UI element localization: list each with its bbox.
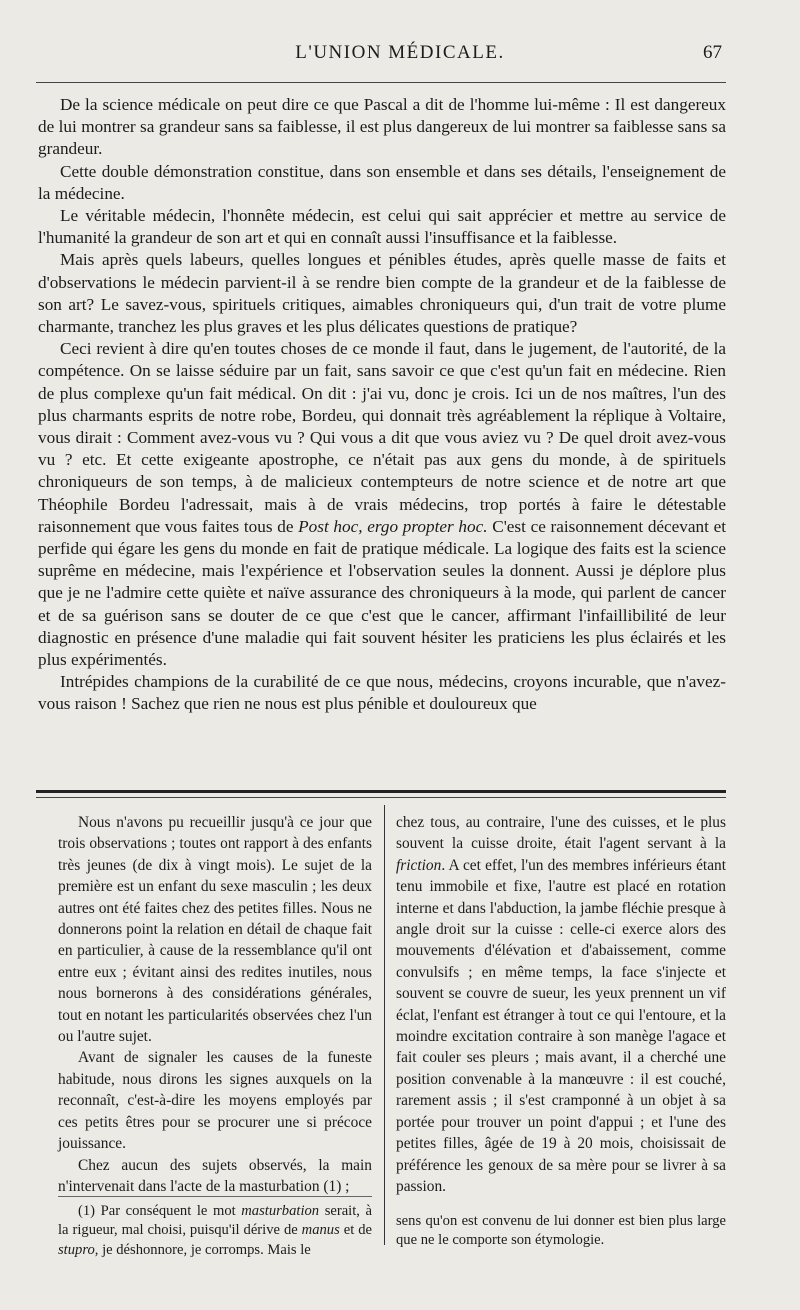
latin-phrase: Post hoc, ergo propter hoc. [298,516,488,536]
feuilleton-rule [36,790,726,793]
page-number: 67 [703,42,722,63]
italic-term: manus [301,1222,340,1239]
footnote-part: (1) Par conséquent le mot [78,1203,242,1219]
main-article-text [38,94,726,716]
left-column [58,812,372,1197]
footnote [58,1202,372,1260]
header-rule [36,82,726,83]
paragraph: Avant de signaler les causes de la funeste habitude, nous dirons les signes auxquels on la reconnaît, c'est-à-dire les moyens employés par ces petits êtres pour se procurer une si précoce jouissance. [58,1049,372,1153]
footnote-text [58,1202,372,1260]
paragraph: Chez aucun des sujets observés, la main n'intervenait dans l'acte de la masturbation (1) ; [58,1156,372,1195]
paragraph: Mais après quels labeurs, quelles longues et pénibles études, après quelle masse de faits et d'observations le médecin parvient-il à se rendre bien compte de la grandeur et de la faiblesse de son art? Le savez-vous, spirituels critiques, aimables chroniqueurs qui, d'un trait de votre plume charmante, tranchez les plus graves et les plus délicates questions de pratique? [38,250,726,337]
page-header [0,42,800,70]
column-divider [384,805,385,1245]
paragraph-text: . A cet effet, l'un des membres inférieurs étant tenu immobile et fixe, l'autre est placé en rotation interne et dans l'abduction, la jambe fléchie presque à angle droit sur la cuisse : celle-ci exerce alors des mouvements d'élévation et d'abaissement, comme convulsifs ; en même temps, la face s'injecte et souvent se couvre de sueur, les yeux prennent un vif éclat, l'enfant est étranger à tout ce qui l'entoure, et la moindre excitation contraire à son manège l'agace et fait couler ses pleurs ; mais avant, il a cherché une position convenable à la manœuvre : il est couché, rarement assis ; il s'est cramponné à un objet à sa portée pour trouver un point d'appui ; et l'une des petites filles, âgée de 19 à 20 mois, choisissait de préférence les genoux de sa mère pour se livrer à sa passion. [396,856,726,1195]
paragraph: De la science médicale on peut dire ce que Pascal a dit de l'homme lui-même : Il est dangereux de lui montrer sa grandeur sans sa faiblesse, il est plus dangereux de lui montrer sa faiblesse sans sa grandeur. [38,95,726,159]
paragraph-text: chez tous, au contraire, l'une des cuisses, et le plus souvent la cuisse droite, était l'agent servant à la [396,814,726,853]
paragraph-text: C'est ce raisonnement décevant et perfide qui égare les gens du monde en fait de pratique médicale. La logique des faits est la science suprême en médecine, mais l'expérience et l'observation seules la donnent. Aussi je déplore plus que je ne l'admire cette quiète et naïve assurance des chroniqueurs à la mode, qui parlent de cancer et de sa guérison sans se douter de ce que c'est que le cancer, affirmant l'infaillibilité de leur diagnostic en présence d'une maladie qui fait souvent hésiter les praticiens les plus éclairés et les plus expérimentés. [38,516,726,670]
footnote-part: et de [339,1222,372,1239]
paragraph: Le véritable médecin, l'honnête médecin, est celui qui sait apprécier et mettre au service de l'humanité la grandeur de son art et qui en connaît aussi l'insuffisance et la faiblesse. [38,206,726,248]
italic-term: friction [396,856,442,874]
footnote-text: sens qu'on est convenu de lui donner est bien plus large que ne le comporte son étymologie. [396,1213,726,1249]
right-column [396,812,726,1197]
italic-term: masturbation [241,1203,320,1219]
footnote-continuation [396,1212,726,1251]
paragraph-text: Ceci revient à dire qu'en toutes choses de ce monde il faut, dans le jugement, de l'autorité, de la compétence. On se laisse séduire par un fait, sans savoir ce que c'est qu'un fait en médecine. Rien de plus complexe qu'un fait médical. On dit : j'ai vu, donc je crois. Ici un de nos maîtres, l'un des plus charmants esprits de notre robe, Bordeu, qui donnait très agréablement la réplique à Voltaire, vous dirait : Comment avez-vous vu ? Qui vous a dit que vous aviez vu ? De quel droit avez-vous vu ? etc. Et cette exigeante apostrophe, ce n'était pas aux gens du monde, à de spirituels chroniqueurs de son temps, à de malicieux contempteurs de notre science et de notre art que Théophile Bordeu l'adressait, mais à de vrais médecins, trop portés à faire le détestable raisonnement que vous faites tous de [38,339,726,536]
italic-term: stupro [58,1241,95,1258]
running-title: L'UNION MÉDICALE. [295,42,505,63]
footnote-rule [58,1196,372,1197]
paragraph: Intrépides champions de la curabilité de ce que nous, médecins, croyons incurable, que n'avez-vous raison ! Sachez que rien ne nous est plus pénible et douloureux que [38,672,726,714]
paragraph: Nous n'avons pu recueillir jusqu'à ce jour que trois observations ; toutes ont rapport à des enfants très jeunes (de dix à vingt mois). Le sujet de la première est un enfant du sexe masculin ; les deux autres ont été faites chez des petites filles. Nous ne donnerons point la relation en détail de chaque fait en particulier, à cause de la ressemblance qu'il ont entre eux ; évitant ainsi des redites inutiles, nous nous bornerons à des considérations générales, tout en notant les particularités observées chez l'un ou l'autre sujet. [58,814,372,1046]
paragraph [396,812,726,1197]
footnote-part: serait, à la rigueur, mal choisi, puisqu'il dérive de [58,1203,372,1239]
paragraph [38,338,726,671]
footnote-part: , je déshonnore, je corromps. Mais le [94,1241,311,1258]
feuilleton-rule-thin [36,797,726,798]
paragraph: Cette double démonstration constitue, dans son ensemble et dans ses détails, l'enseignement de la médecine. [38,161,726,203]
